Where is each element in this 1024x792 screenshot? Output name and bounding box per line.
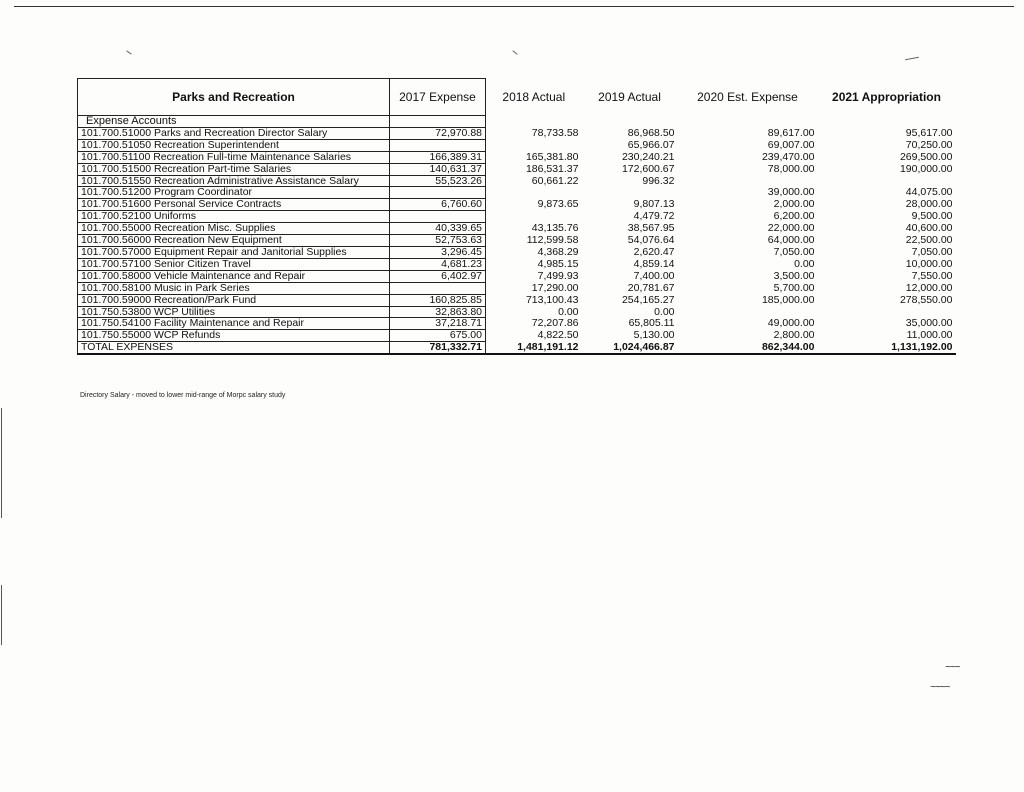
value-2017 [390,282,486,294]
table-row [78,175,956,187]
value-2019: 2,620.47 [633,246,675,258]
value-2018: 7,499.93 [537,270,579,282]
value-2017 [390,187,486,199]
value-2019: 65,805.11 [628,317,675,330]
value-2019: 0.00 [654,306,675,318]
value-2020: 22,000.00 [767,222,815,235]
value-2020: 862,344.00 [678,342,818,354]
column-header-2021: 2021 Appropriation [832,90,941,104]
value-2018 [486,187,582,199]
account-name: 101.750.55000 WCP Refunds [78,330,390,342]
account-name: 101.700.59000 Recreation/Park Fund [78,294,390,306]
value-2020: 49,000.00 [767,317,815,330]
value-2018: 9,873.65 [537,198,579,211]
table-row [78,187,956,199]
account-name: 101.700.58000 Vehicle Maintenance and Repair [78,270,390,282]
value-2019: 65,966.07 [627,139,675,151]
table-body [78,116,956,355]
account-name: 101.700.51500 Recreation Part-time Salaries [78,163,390,175]
value-2018: 78,733.58 [531,127,579,139]
value-2020: 6,200.00 [773,210,815,223]
value-2019: 20,781.67 [627,282,675,294]
column-header-2018: 2018 Actual [502,90,566,104]
value-2020: 64,000.00 [767,234,815,247]
value-2017: 40,339.65 [390,223,486,235]
value-2021: 12,000.00 [905,282,953,294]
total-row [78,342,956,354]
value-2021 [818,175,956,187]
value-2021: 9,500.00 [911,210,953,223]
account-name: 101.700.51100 Recreation Full-time Maintenance Salaries [78,151,390,163]
value-2018: 72,207.86 [531,317,579,330]
table-row [78,270,956,282]
table-row [78,211,956,223]
value-2020 [678,306,818,318]
table-row [78,282,956,294]
value-2018: 165,381.80 [525,151,579,163]
value-2021: 1,131,192.00 [818,342,956,354]
value-2017: 37,218.71 [390,318,486,330]
value-2019 [582,187,678,199]
value-2018: 4,822.50 [537,329,579,342]
value-2021: 7,550.00 [911,270,953,282]
account-name: 101.700.57000 Equipment Repair and Janitorial Supplies [78,246,390,258]
value-2021: 40,600.00 [905,222,953,235]
department-title: Parks and Recreation [78,79,390,116]
value-2017: 55,523.26 [390,175,486,187]
table-row [78,330,956,342]
value-2020: 185,000.00 [761,294,815,306]
column-header-2019: 2019 Actual [598,90,661,104]
table-row [78,246,956,258]
value-2019: 4,859.14 [633,258,675,270]
account-name: 101.700.57100 Senior Citizen Travel [78,258,390,270]
table-row [78,318,956,330]
table-row [78,235,956,247]
scan-mark [126,50,131,54]
value-2017 [390,139,486,151]
account-name: 101.700.52100 Uniforms [78,211,390,223]
account-name: 101.700.56000 Recreation New Equipment [78,235,390,247]
value-2021 [818,306,956,318]
value-2017: 4,681.23 [390,258,486,270]
scan-scribble: ~~~ [945,662,960,673]
value-2021: 44,075.00 [905,186,953,199]
value-2018: 112,599.58 [526,234,579,247]
table-row [78,139,956,151]
value-2021: 70,250.00 [905,139,953,151]
value-2019: 254,165.27 [621,294,675,306]
value-2017: 140,631.37 [390,163,486,175]
value-2019: 86,968.50 [627,127,675,139]
section-row [78,116,956,128]
margin-line [1,408,2,518]
value-2018: 713,100.43 [525,294,579,306]
value-2017: 6,760.60 [390,199,486,211]
value-2017: 72,970.88 [390,127,486,139]
account-name: 101.700.55000 Recreation Misc. Supplies [78,223,390,235]
section-label: Expense Accounts [78,116,390,128]
table-row [78,199,956,211]
value-2017: 166,389.31 [390,151,486,163]
value-2019: 9,807.13 [633,198,675,211]
value-2019: 5,130.00 [633,329,675,342]
value-2018: 1,481,191.12 [486,342,582,354]
margin-line [1,585,2,645]
table-row [78,163,956,175]
table-row [78,223,956,235]
value-2021: 10,000.00 [905,258,953,270]
value-2017: 675.00 [390,330,486,342]
table-row [78,306,956,318]
value-2020: 78,000.00 [767,163,815,175]
value-2021: 95,617.00 [905,127,953,139]
value-2019: 4,479.72 [633,210,675,223]
value-2021: 35,000.00 [905,317,953,330]
value-2017: 781,332.71 [390,342,486,354]
value-2021: 11,000.00 [906,329,953,342]
account-name: 101.700.51050 Recreation Superintendent [78,139,390,151]
account-name: 101.700.51600 Personal Service Contracts [78,199,390,211]
scan-scribble: ~~~~ [930,682,950,693]
value-2019: 996.32 [642,175,675,187]
account-name: 101.700.51000 Parks and Recreation Director Salary [78,127,390,139]
column-header-2017: 2017 Expense [390,79,486,116]
value-2019: 1,024,466.87 [582,342,678,354]
value-2020: 69,007.00 [767,139,815,151]
table-row [78,127,956,139]
scan-mark [512,50,517,55]
value-2018: 186,531.37 [525,163,579,175]
value-2021: 278,550.00 [899,294,953,306]
value-2020: 89,617.00 [767,127,815,139]
value-2018 [486,211,582,223]
value-2021: 7,050.00 [911,246,953,258]
value-2021: 269,500.00 [899,151,953,163]
account-name: 101.700.58100 Music in Park Series [78,282,390,294]
value-2020: 2,000.00 [773,198,815,211]
value-2018: 17,290.00 [531,282,579,294]
value-2018: 60,661.22 [531,175,579,187]
table-row [78,151,956,163]
table-header-row [78,79,956,116]
value-2017: 6,402.97 [390,270,486,282]
account-name: 101.700.51550 Recreation Administrative Assistance Salary [78,175,390,187]
budget-table [77,78,956,355]
table-row [78,258,956,270]
value-2018: 43,135.76 [531,222,579,235]
scan-mark [905,57,919,60]
value-2021: 190,000.00 [899,163,953,175]
value-2017 [390,211,486,223]
value-2019: 172,600.67 [621,163,675,175]
value-2018: 0.00 [558,306,579,318]
value-2019: 54,076.64 [627,234,675,247]
column-header-2020: 2020 Est. Expense [697,90,798,104]
value-2020 [678,175,818,187]
footnote: Directory Salary - moved to lower mid-range of Morpc salary study [80,392,286,399]
account-name: 101.700.51200 Program Coordinator [78,187,390,199]
value-2019: 230,240.21 [621,151,675,163]
value-2020: 0.00 [794,258,815,270]
value-2021: 22,500.00 [905,234,953,247]
value-2017: 52,753.63 [390,235,486,247]
value-2017: 32,863.80 [390,306,486,318]
value-2019: 7,400.00 [633,270,675,282]
value-2017: 160,825.85 [390,294,486,306]
account-name: 101.750.53800 WCP Utilities [78,306,390,318]
top-rule [14,6,1014,7]
value-2019: 38,567.95 [627,222,675,235]
value-2020: 3,500.00 [773,270,815,282]
account-name: TOTAL EXPENSES [78,342,390,354]
value-2018: 4,368.29 [537,246,579,258]
value-2020: 2,800.00 [773,329,815,342]
value-2020: 7,050.00 [773,246,815,258]
account-name: 101.750.54100 Facility Maintenance and Repair [78,318,390,330]
value-2020: 39,000.00 [767,186,815,199]
value-2020: 5,700.00 [773,282,815,294]
value-2018 [486,139,582,151]
value-2021: 28,000.00 [905,198,953,211]
table-row [78,294,956,306]
value-2017: 3,296.45 [390,246,486,258]
value-2020: 239,470.00 [761,151,815,163]
value-2018: 4,985.15 [537,258,579,270]
